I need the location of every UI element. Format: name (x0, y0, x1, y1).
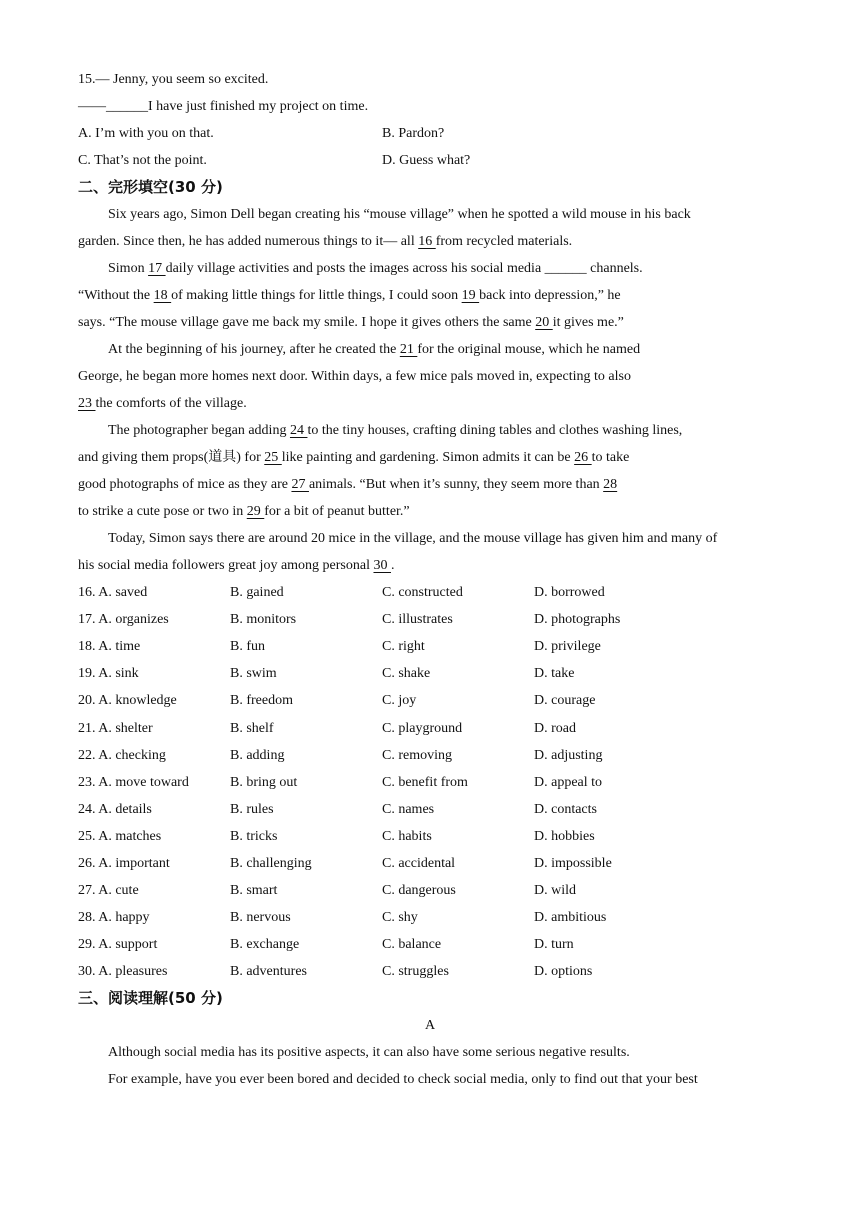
option-q20-a: 20. A. knowledge (78, 693, 177, 708)
option-q25-b: B. tricks (230, 829, 278, 844)
option-q20-b: B. freedom (230, 693, 293, 708)
q15-option-b: B. Pardon? (382, 126, 445, 141)
option-q23-c: C. benefit from (382, 775, 468, 790)
blank-24: 24 (289, 423, 308, 438)
option-q27-b: B. smart (230, 883, 278, 898)
cloze-line: his social media followers great joy among personal 30 . (78, 558, 395, 573)
option-q20-d: D. courage (534, 693, 596, 708)
option-q26-a: 26. A. important (78, 856, 170, 871)
cloze-line: “Without the 18 of making little things for little things, I could soon 19 back into depression,” he (78, 288, 621, 303)
option-q17-a: 17. A. organizes (78, 612, 169, 627)
option-q28-d: D. ambitious (534, 910, 607, 925)
option-q29-d: D. turn (534, 937, 574, 952)
blank-21: 21 (399, 342, 418, 357)
cloze-line: Six years ago, Simon Dell began creating his “mouse village” when he spotted a wild mouse in his back (108, 207, 691, 222)
option-q26-c: C. accidental (382, 856, 456, 871)
option-q18-b: B. fun (230, 639, 265, 654)
option-q20-c: C. joy (382, 693, 417, 708)
option-q17-d: D. photographs (534, 612, 621, 627)
option-q21-d: D. road (534, 721, 576, 736)
reading-line: For example, have you ever been bored and decided to check social media, only to find out that your best (108, 1072, 698, 1087)
option-q22-b: B. adding (230, 748, 285, 763)
q15-reply: ——______I have just finished my project on time. (78, 99, 369, 114)
option-q18-c: C. right (382, 639, 425, 654)
reading-line: Although social media has its positive aspects, it can also have some serious negative results. (108, 1045, 630, 1060)
cloze-line: George, he began more homes next door. Within days, a few mice pals moved in, expecting to also (78, 369, 631, 384)
q15-option-c: C. That’s not the point. (78, 153, 207, 168)
option-q25-c: C. habits (382, 829, 432, 844)
option-q25-d: D. hobbies (534, 829, 595, 844)
option-q17-b: B. monitors (230, 612, 297, 627)
option-q29-c: C. balance (382, 937, 442, 952)
option-q22-a: 22. A. checking (78, 748, 166, 763)
option-q30-a: 30. A. pleasures (78, 964, 168, 979)
option-q16-d: D. borrowed (534, 585, 605, 600)
cloze-line: garden. Since then, he has added numerous things to it— all 16 from recycled materials. (78, 234, 573, 249)
option-q24-c: C. names (382, 802, 435, 817)
option-q25-a: 25. A. matches (78, 829, 162, 844)
q15-option-a: A. I’m with you on that. (78, 126, 214, 141)
option-q19-a: 19. A. sink (78, 666, 139, 681)
option-q30-d: D. options (534, 964, 593, 979)
option-q19-c: C. shake (382, 666, 431, 681)
q15-stem: 15.— Jenny, you seem so excited. (78, 72, 269, 87)
blank-20: 20 (535, 315, 553, 330)
option-q30-c: C. struggles (382, 964, 449, 979)
passage-label: A (424, 1018, 436, 1033)
option-q26-b: B. challenging (230, 856, 312, 871)
option-q16-a: 16. A. saved (78, 585, 148, 600)
option-q16-b: B. gained (230, 585, 284, 600)
cloze-line: 23 the comforts of the village. (78, 396, 247, 411)
option-q27-d: D. wild (534, 883, 576, 898)
option-q23-a: 23. A. move toward (78, 775, 189, 790)
blank-19: 19 (461, 288, 480, 303)
cloze-line: and giving them props(道具) for 25 like painting and gardening. Simon admits it can be 26 to take (78, 450, 630, 465)
option-q21-c: C. playground (382, 721, 463, 736)
option-q28-a: 28. A. happy (78, 910, 150, 925)
option-q29-a: 29. A. support (78, 937, 158, 952)
blank-30: 30 (373, 558, 391, 573)
option-q22-c: C. removing (382, 748, 452, 763)
blank-17: 17 (148, 261, 166, 276)
section-heading-reading: 三、阅读理解(50 分) (78, 989, 223, 1007)
option-q24-a: 24. A. details (78, 802, 152, 817)
cloze-line: At the beginning of his journey, after he created the 21 for the original mouse, which he named (108, 342, 641, 357)
blank-26: 26 (574, 450, 592, 465)
option-q26-d: D. impossible (534, 856, 612, 871)
option-q30-b: B. adventures (230, 964, 307, 979)
blank-23: 23 (78, 396, 96, 411)
cloze-line: Today, Simon says there are around 20 mice in the village, and the mouse village has given him and many of (108, 531, 718, 546)
blank-29: 29 (246, 504, 265, 519)
blank-25: 25 (264, 450, 282, 465)
option-q21-a: 21. A. shelter (78, 721, 153, 736)
option-q22-d: D. adjusting (534, 748, 603, 763)
option-q24-b: B. rules (230, 802, 274, 817)
option-q18-d: D. privilege (534, 639, 601, 654)
cloze-line: Simon 17 daily village activities and posts the images across his social media ______ channels. (108, 261, 643, 276)
q15-option-d: D. Guess what? (382, 153, 471, 168)
cloze-line: says. “The mouse village gave me back my smile. I hope it gives others the same 20 it gives me.” (78, 315, 624, 330)
cloze-line: to strike a cute pose or two in 29 for a bit of peanut butter.” (78, 504, 410, 519)
option-q19-b: B. swim (230, 666, 277, 681)
blank-27: 27 (291, 477, 309, 492)
option-q17-c: C. illustrates (382, 612, 453, 627)
cloze-line: The photographer began adding 24 to the tiny houses, crafting dining tables and clothes washing lines, (108, 423, 683, 438)
option-q18-a: 18. A. time (78, 639, 141, 654)
option-q23-d: D. appeal to (534, 775, 603, 790)
option-q27-c: C. dangerous (382, 883, 456, 898)
option-q16-c: C. constructed (382, 585, 463, 600)
option-q21-b: B. shelf (230, 721, 274, 736)
section-heading-cloze: 二、完形填空(30 分) (78, 178, 223, 196)
option-q19-d: D. take (534, 666, 575, 681)
option-q28-b: B. nervous (230, 910, 291, 925)
blank-16: 16 (418, 234, 436, 249)
option-q24-d: D. contacts (534, 802, 597, 817)
option-q23-b: B. bring out (230, 775, 298, 790)
cloze-line: good photographs of mice as they are 27 animals. “But when it’s sunny, they seem more than 28 (78, 477, 618, 492)
option-q28-c: C. shy (382, 910, 418, 925)
blank-18: 18 (153, 288, 172, 303)
option-q27-a: 27. A. cute (78, 883, 139, 898)
option-q29-b: B. exchange (230, 937, 300, 952)
blank-28: 28 (603, 477, 618, 492)
